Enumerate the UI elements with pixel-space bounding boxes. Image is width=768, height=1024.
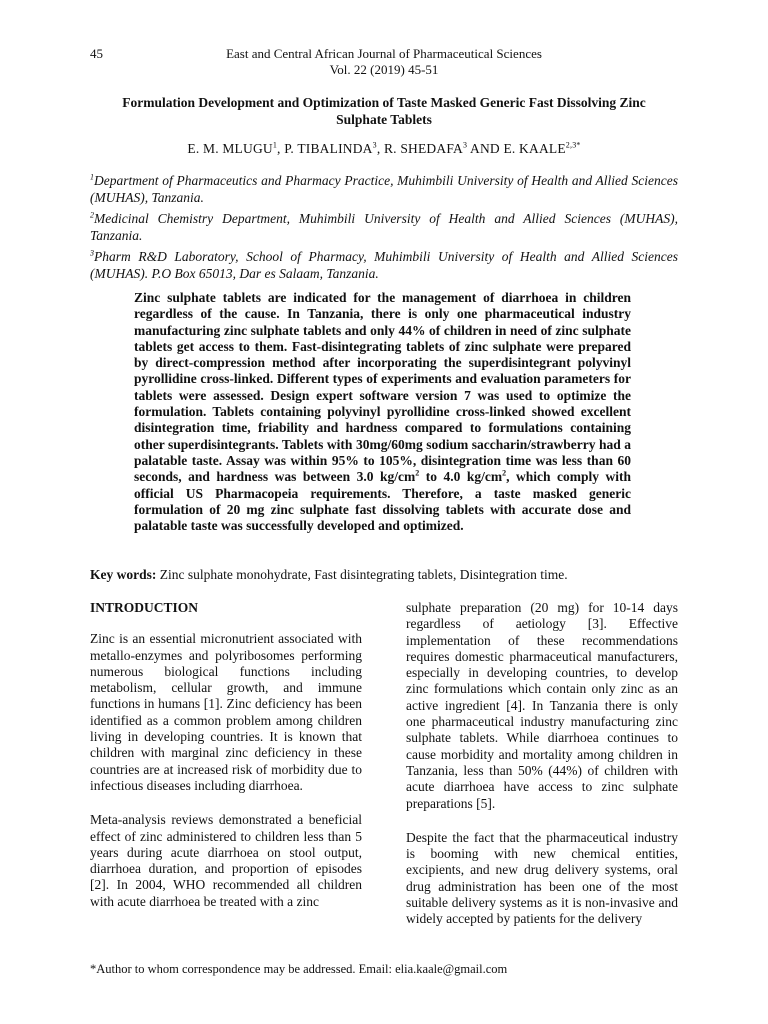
author-separator: AND: [467, 141, 504, 156]
journal-volume: Vol. 22 (2019) 45-51: [329, 62, 439, 77]
paragraph: Zinc is an essential micronutrient associated with metallo-enzymes and polyribosomes performing numerous biological functions including metabolism, cellular growth, and immune functions in humans [1]. Zinc deficiency has been identified as a common problem among children living in developing countries. It is known that children with marginal zinc deficiency in these countries are at increased risk of morbidity due to infectious diseases including diarrhoea.: [90, 631, 362, 793]
affiliation-marker: 3: [90, 248, 94, 258]
superscript: 2: [502, 468, 507, 478]
author-separator: ,: [376, 141, 384, 156]
correspondence-footnote: *Author to whom correspondence may be addressed. Email: elia.kaale@gmail.com: [90, 962, 508, 976]
author-affiliation-marker: 3: [462, 140, 468, 150]
abstract: [134, 290, 631, 534]
paragraph: Despite the fact that the pharmaceutical industry is booming with new chemical entities, excipients, and new drug delivery systems, oral drug administration has been one of the most suitable delivery systems as it is non-invasive and widely accepted by patients for the delivery: [406, 829, 678, 927]
paragraph: Meta-analysis reviews demonstrated a beneficial effect of zinc administered to children less than 5 years during acute diarrhoea on stool output, diarrhoea duration, and proportion of episodes [2]. In 2004, WHO recommended all children with acute diarrhoea be treated with a zinc: [90, 812, 362, 909]
page-number: 45: [90, 46, 103, 61]
author-name: R. SHEDAFA: [383, 141, 463, 156]
affiliation: [90, 210, 678, 244]
affiliation-marker: 2: [90, 210, 94, 220]
section-heading: INTRODUCTION: [90, 600, 199, 615]
affiliation: [90, 248, 678, 282]
author-name: E. M. MLUGU: [187, 141, 273, 156]
abstract-text: Zinc sulphate tablets are indicated for the management of diarrhoea in children regardless of the cause. In Tanzania, there is only one pharmaceutical industry manufacturing zinc sulphate tablets and only 44% of children in need of zinc sulphate tablets get access to them. Fast-disintegrating tablets of zinc sulphate were prepared by direct-compression method after incorporating the superdisintegrant polyvinyl pyrollidine cross-linked. Different types of experiments and evaluation parameters for tablets were assessed. Design expert software version 7 was used to optimize the formulation. Tablets containing polyvinyl pyrollidine cross-linked showed excellent disintegration time, friability and hardness compared to formulations containing other superdisintegrants. Tablets with 30mg/60mg sodium saccharin/strawberry had a palatable taste. Assay was within 95% to 105%, disintegration time was less than 60 seconds, and hardness was between 3.0 kg/cm: [134, 290, 631, 485]
affiliation-text: Pharm R&D Laboratory, School of Pharmacy, Muhimbili University of Health and Allied Sciences (MUHAS). P.O Box 65013, Dar es Salaam, Tanzania.: [90, 249, 678, 281]
author-affiliation-marker: 1: [272, 140, 278, 150]
keywords-text: Zinc sulphate monohydrate, Fast disintegrating tablets, Disintegration time.: [156, 567, 568, 582]
author-list: [0, 141, 768, 157]
abstract-text: , which comply with official US Pharmacopeia requirements. Therefore, a taste masked generic formulation of 20 mg zinc sulphate fast dissolving tablets with accurate dose and palatable taste was successfully developed and optimized.: [134, 469, 631, 534]
affiliation-text: Medicinal Chemistry Department, Muhimbili University of Health and Allied Sciences (MUHAS), Tanzania.: [90, 211, 678, 243]
abstract-text: to 4.0 kg/cm: [419, 469, 503, 485]
author-affiliation-marker: 2,3*: [565, 140, 581, 150]
keywords: [90, 567, 690, 583]
left-column: [90, 600, 362, 928]
author-name: E. KAALE: [503, 141, 566, 156]
author-name: P. TIBALINDA: [284, 141, 373, 156]
right-column: [406, 600, 678, 946]
affiliation: [90, 172, 678, 206]
author-separator: ,: [277, 141, 285, 156]
journal-name: East and Central African Journal of Pharmaceutical Sciences: [226, 46, 542, 61]
affiliations: [90, 172, 678, 286]
author-affiliation-marker: 3: [372, 140, 377, 150]
article-title: Formulation Development and Optimization of Taste Masked Generic Fast Dissolving Zinc Sulphate Tablets: [122, 95, 646, 127]
affiliation-text: Department of Pharmaceutics and Pharmacy Practice, Muhimbili University of Health and Allied Sciences (MUHAS), Tanzania.: [90, 173, 678, 205]
keywords-label: Key words:: [90, 567, 157, 582]
superscript: 2: [415, 468, 420, 478]
paragraph: sulphate preparation (20 mg) for 10-14 days regardless of aetiology [3]. Effective implementation of these recommendations requires domestic pharmaceutical manufacturers, especially in developing countries, to develop zinc formulations which contain only zinc as an active ingredient [4]. In Tanzania there is only one pharmaceutical industry manufacturing zinc sulphate tablets. While diarrhoea continues to cause morbidity and mortality among children in Tanzania, less than 50% (44%) of children with acute diarrhoea have access to zinc sulphate preparations [5].: [406, 600, 678, 811]
affiliation-marker: 1: [90, 172, 94, 182]
